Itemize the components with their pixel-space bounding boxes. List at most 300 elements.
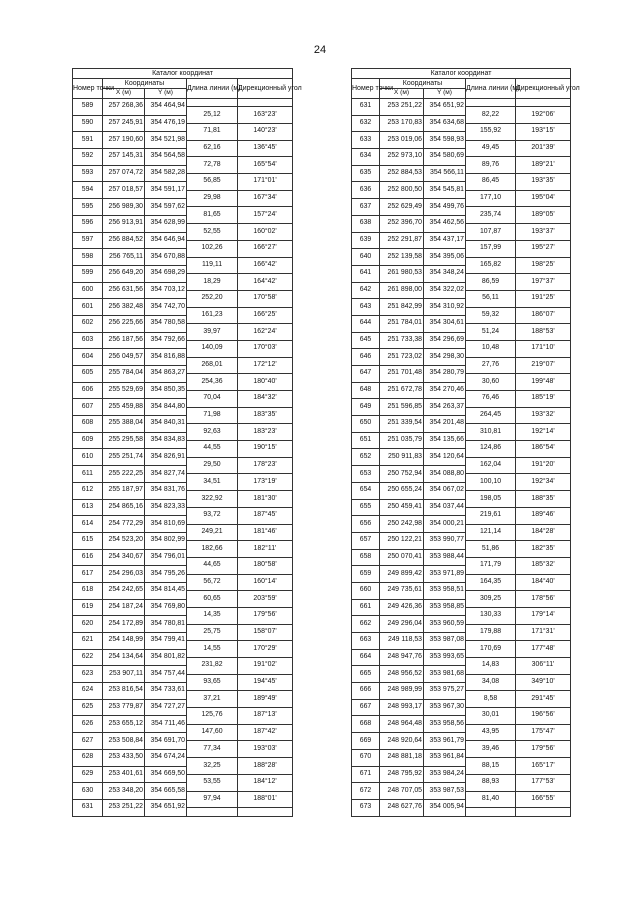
point-number: 652 — [352, 449, 380, 466]
line-length: 219,61 — [466, 507, 516, 524]
point-number: 609 — [73, 432, 103, 449]
x-coordinate: 251 035,79 — [380, 432, 424, 449]
direction-angle: 165°54' — [238, 157, 293, 174]
direction-angle: 183°35' — [238, 407, 293, 424]
point-number-header: Номер точки — [73, 79, 103, 99]
x-coordinate: 253 655,12 — [103, 716, 145, 733]
y-coordinate: 354 691,70 — [145, 733, 187, 750]
line-length: 130,33 — [466, 607, 516, 624]
point-number: 665 — [352, 666, 380, 683]
direction-angle: 162°24' — [238, 324, 293, 341]
direction-angle: 186°07' — [516, 307, 571, 324]
y-coordinate: 353 984,24 — [424, 766, 466, 783]
line-length: 37,21 — [187, 691, 238, 708]
y-coordinate: 353 981,68 — [424, 666, 466, 683]
catalog-half-row — [352, 99, 571, 107]
point-number: 648 — [352, 382, 380, 399]
x-coordinate: 255 388,04 — [103, 416, 145, 433]
x-coordinate: 255 187,97 — [103, 482, 145, 499]
line-length: 93,72 — [187, 507, 238, 524]
y-coordinate: 353 975,27 — [424, 683, 466, 700]
direction-angle: 166°27' — [238, 240, 293, 257]
x-coordinate: 250 070,41 — [380, 549, 424, 566]
point-number: 667 — [352, 699, 380, 716]
direction-angle: 178°56' — [516, 591, 571, 608]
y-coordinate: 353 987,53 — [424, 783, 466, 800]
line-length: 30,01 — [466, 708, 516, 725]
x-coordinate: 254 134,64 — [103, 649, 145, 666]
x-coordinate: 257 018,57 — [103, 182, 145, 199]
x-coordinate: 248 627,76 — [380, 799, 424, 816]
point-number: 612 — [73, 482, 103, 499]
line-length: 34,51 — [187, 474, 238, 491]
direction-angle: 157°24' — [238, 207, 293, 224]
x-coordinate: 261 898,00 — [380, 282, 424, 299]
x-coordinate: 251 672,78 — [380, 382, 424, 399]
line-length: 76,46 — [466, 391, 516, 408]
direction-angle: 178°23' — [238, 457, 293, 474]
y-coordinate: 354 280,79 — [424, 366, 466, 383]
point-number: 632 — [352, 115, 380, 132]
line-length: 18,29 — [187, 274, 238, 291]
point-number: 643 — [352, 299, 380, 316]
point-number: 593 — [73, 165, 103, 182]
y-coordinate: 354 780,81 — [145, 616, 187, 633]
line-length: 177,10 — [466, 190, 516, 207]
y-coordinate: 354 464,94 — [145, 99, 187, 116]
direction-angle: 192°06' — [516, 107, 571, 124]
point-number: 655 — [352, 499, 380, 516]
catalog-title: Каталог координат — [73, 69, 293, 79]
y-coordinate: 354 201,48 — [424, 416, 466, 433]
y-coordinate: 353 960,59 — [424, 616, 466, 633]
point-number: 660 — [352, 582, 380, 599]
point-number: 599 — [73, 265, 103, 282]
y-coordinate: 354 000,21 — [424, 516, 466, 533]
point-number: 663 — [352, 633, 380, 650]
y-coordinate: 354 669,50 — [145, 766, 187, 783]
x-coordinate: 253 816,54 — [103, 683, 145, 700]
point-number: 628 — [73, 749, 103, 766]
line-length: 25,12 — [187, 107, 238, 124]
point-number: 620 — [73, 616, 103, 633]
x-coordinate: 256 884,52 — [103, 232, 145, 249]
point-number: 647 — [352, 366, 380, 383]
point-number-header: Номер точки — [352, 79, 380, 99]
point-number: 605 — [73, 366, 103, 383]
x-coordinate: 256 765,11 — [103, 249, 145, 266]
point-number: 634 — [352, 149, 380, 166]
x-coordinate: 254 242,65 — [103, 582, 145, 599]
line-length: 34,08 — [466, 674, 516, 691]
y-coordinate: 354 827,74 — [145, 466, 187, 483]
direction-angle: 201°39' — [516, 140, 571, 157]
direction-angle: 158°07' — [238, 624, 293, 641]
x-coordinate: 253 779,87 — [103, 699, 145, 716]
direction-angle: 193°37' — [516, 224, 571, 241]
x-coordinate: 253 907,11 — [103, 666, 145, 683]
y-coordinate: 354 005,94 — [424, 799, 466, 816]
line-length: 30,60 — [466, 374, 516, 391]
direction-angle: 188°28' — [238, 758, 293, 775]
x-coordinate: 255 459,88 — [103, 399, 145, 416]
blank-length-cell — [187, 99, 238, 107]
point-number: 644 — [352, 315, 380, 332]
y-coordinate: 354 310,92 — [424, 299, 466, 316]
direction-angle: 166°25' — [238, 307, 293, 324]
y-coordinate: 353 988,44 — [424, 549, 466, 566]
y-coordinate: 354 462,56 — [424, 215, 466, 232]
y-coordinate: 354 665,58 — [145, 783, 187, 800]
point-number: 625 — [73, 699, 103, 716]
point-number: 657 — [352, 532, 380, 549]
line-length: 140,09 — [187, 340, 238, 357]
line-length: 88,93 — [466, 774, 516, 791]
y-coordinate: 354 037,44 — [424, 499, 466, 516]
direction-angle: 291°45' — [516, 691, 571, 708]
direction-angle: 193°03' — [238, 741, 293, 758]
line-length: 49,45 — [466, 140, 516, 157]
x-coordinate: 249 296,04 — [380, 616, 424, 633]
y-coordinate: 353 990,77 — [424, 532, 466, 549]
line-length: 322,92 — [187, 491, 238, 508]
point-number: 651 — [352, 432, 380, 449]
point-number: 600 — [73, 282, 103, 299]
x-coordinate: 253 433,50 — [103, 749, 145, 766]
direction-angle: 182°35' — [516, 541, 571, 558]
line-length: 102,26 — [187, 240, 238, 257]
y-coordinate: 354 733,61 — [145, 683, 187, 700]
x-header: X (м) — [380, 89, 424, 99]
direction-angle: 193°15' — [516, 124, 571, 141]
point-number: 668 — [352, 716, 380, 733]
y-coordinate: 354 816,88 — [145, 349, 187, 366]
direction-angle: 163°23' — [238, 107, 293, 124]
y-coordinate: 354 792,66 — [145, 332, 187, 349]
point-number: 606 — [73, 382, 103, 399]
direction-angle: 188°53' — [516, 324, 571, 341]
point-number: 637 — [352, 199, 380, 216]
line-length: 147,60 — [187, 724, 238, 741]
point-number: 616 — [73, 549, 103, 566]
catalog-half-row — [73, 99, 293, 107]
y-coordinate: 353 961,84 — [424, 749, 466, 766]
line-length: 29,50 — [187, 457, 238, 474]
x-coordinate: 248 881,18 — [380, 749, 424, 766]
point-number: 658 — [352, 549, 380, 566]
direction-angle: 181°30' — [238, 491, 293, 508]
point-number: 631 — [73, 799, 103, 816]
y-coordinate: 354 780,58 — [145, 315, 187, 332]
y-coordinate: 354 304,61 — [424, 315, 466, 332]
y-coordinate: 354 651,92 — [424, 99, 466, 116]
direction-angle: 165°17' — [516, 758, 571, 775]
direction-angle: 166°42' — [238, 257, 293, 274]
y-coordinate: 354 840,31 — [145, 416, 187, 433]
line-length: 97,94 — [187, 791, 238, 808]
direction-angle: 186°54' — [516, 441, 571, 458]
y-coordinate: 354 801,82 — [145, 649, 187, 666]
point-number: 624 — [73, 683, 103, 700]
y-coordinate: 354 795,26 — [145, 566, 187, 583]
direction-angle: 164°42' — [238, 274, 293, 291]
blank-length-cell — [187, 808, 238, 816]
line-length: 62,16 — [187, 140, 238, 157]
x-coordinate: 249 735,61 — [380, 582, 424, 599]
point-number: 626 — [73, 716, 103, 733]
point-number: 610 — [73, 449, 103, 466]
line-length: 39,46 — [466, 741, 516, 758]
page-number: 24 — [313, 44, 327, 56]
point-number: 664 — [352, 649, 380, 666]
line-length: 124,86 — [466, 441, 516, 458]
y-coordinate: 354 545,81 — [424, 182, 466, 199]
direction-angle: 184°28' — [516, 524, 571, 541]
y-coordinate: 354 826,91 — [145, 449, 187, 466]
x-header: X (м) — [103, 89, 145, 99]
line-length: 86,59 — [466, 274, 516, 291]
x-coordinate: 254 148,99 — [103, 633, 145, 650]
x-coordinate: 250 655,24 — [380, 482, 424, 499]
point-number: 642 — [352, 282, 380, 299]
direction-angle: 179°14' — [516, 607, 571, 624]
direction-angle: 191°25' — [516, 290, 571, 307]
x-coordinate: 253 401,61 — [103, 766, 145, 783]
point-number: 591 — [73, 132, 103, 149]
y-coordinate: 354 437,17 — [424, 232, 466, 249]
point-number: 653 — [352, 466, 380, 483]
y-coordinate: 354 476,19 — [145, 115, 187, 132]
point-number: 627 — [73, 733, 103, 750]
y-coordinate: 354 670,88 — [145, 249, 187, 266]
point-number: 630 — [73, 783, 103, 800]
x-coordinate: 251 733,38 — [380, 332, 424, 349]
line-length: 77,34 — [187, 741, 238, 758]
line-length: 72,78 — [187, 157, 238, 174]
y-coordinate: 354 799,41 — [145, 633, 187, 650]
point-number: 645 — [352, 332, 380, 349]
direction-angle: 172°12' — [238, 357, 293, 374]
x-coordinate: 256 913,91 — [103, 215, 145, 232]
y-coordinate: 353 961,79 — [424, 733, 466, 750]
y-coordinate: 354 727,27 — [145, 699, 187, 716]
line-length: 39,97 — [187, 324, 238, 341]
y-coordinate: 353 958,56 — [424, 716, 466, 733]
y-coordinate: 354 582,28 — [145, 165, 187, 182]
x-coordinate: 250 911,83 — [380, 449, 424, 466]
line-length: 44,55 — [187, 441, 238, 458]
direction-angle-header: Дирекционный угол — [238, 79, 293, 99]
point-number: 662 — [352, 616, 380, 633]
point-number: 635 — [352, 165, 380, 182]
direction-angle: 189°21' — [516, 157, 571, 174]
x-coordinate: 249 899,42 — [380, 566, 424, 583]
line-length: 119,11 — [187, 257, 238, 274]
direction-angle: 198°25' — [516, 257, 571, 274]
point-number: 640 — [352, 249, 380, 266]
direction-angle: 160°14' — [238, 574, 293, 591]
direction-angle: 166°55' — [516, 791, 571, 808]
direction-angle: 179°56' — [516, 741, 571, 758]
line-length: 92,63 — [187, 424, 238, 441]
point-number: 631 — [352, 99, 380, 116]
y-coordinate: 354 711,46 — [145, 716, 187, 733]
x-coordinate: 252 139,58 — [380, 249, 424, 266]
x-coordinate: 251 842,99 — [380, 299, 424, 316]
x-coordinate: 251 784,01 — [380, 315, 424, 332]
x-coordinate: 253 508,84 — [103, 733, 145, 750]
point-number: 649 — [352, 399, 380, 416]
direction-angle: 181°46' — [238, 524, 293, 541]
y-header: Y (м) — [424, 89, 466, 99]
y-coordinate: 354 796,01 — [145, 549, 187, 566]
point-number: 611 — [73, 466, 103, 483]
direction-angle: 184°32' — [238, 391, 293, 408]
line-length: 198,05 — [466, 491, 516, 508]
x-coordinate: 261 980,53 — [380, 265, 424, 282]
y-coordinate: 354 834,83 — [145, 432, 187, 449]
line-length: 27,76 — [466, 357, 516, 374]
direction-angle: 182°11' — [238, 541, 293, 558]
point-number: 633 — [352, 132, 380, 149]
x-coordinate: 257 145,31 — [103, 149, 145, 166]
line-length: 161,23 — [187, 307, 238, 324]
y-coordinate: 354 067,02 — [424, 482, 466, 499]
x-coordinate: 250 459,41 — [380, 499, 424, 516]
y-coordinate: 353 967,30 — [424, 699, 466, 716]
point-number: 629 — [73, 766, 103, 783]
direction-angle: 190°15' — [238, 441, 293, 458]
line-length: 56,11 — [466, 290, 516, 307]
y-coordinate: 354 566,11 — [424, 165, 466, 182]
point-number: 646 — [352, 349, 380, 366]
y-coordinate: 354 298,30 — [424, 349, 466, 366]
direction-angle: 349°10' — [516, 674, 571, 691]
point-number: 598 — [73, 249, 103, 266]
line-length: 51,86 — [466, 541, 516, 558]
x-coordinate: 248 795,92 — [380, 766, 424, 783]
x-coordinate: 248 947,76 — [380, 649, 424, 666]
line-length: 14,55 — [187, 641, 238, 658]
point-number: 602 — [73, 315, 103, 332]
line-length: 100,10 — [466, 474, 516, 491]
y-coordinate: 354 598,93 — [424, 132, 466, 149]
x-coordinate: 254 187,24 — [103, 599, 145, 616]
point-number: 619 — [73, 599, 103, 616]
point-number: 659 — [352, 566, 380, 583]
direction-angle: 170°58' — [238, 290, 293, 307]
line-length: 14,35 — [187, 607, 238, 624]
x-coordinate: 256 187,56 — [103, 332, 145, 349]
x-coordinate: 255 251,74 — [103, 449, 145, 466]
x-coordinate: 250 122,21 — [380, 532, 424, 549]
point-number: 622 — [73, 649, 103, 666]
x-coordinate: 256 382,48 — [103, 299, 145, 316]
line-length: 125,76 — [187, 708, 238, 725]
line-length-header: Длина линии (м) — [187, 79, 238, 99]
point-number: 615 — [73, 532, 103, 549]
y-coordinate: 354 769,80 — [145, 599, 187, 616]
direction-angle: 184°12' — [238, 774, 293, 791]
direction-angle: 180°40' — [238, 374, 293, 391]
point-number: 670 — [352, 749, 380, 766]
y-coordinate: 354 521,98 — [145, 132, 187, 149]
x-coordinate: 254 523,20 — [103, 532, 145, 549]
direction-angle: 187°13' — [238, 708, 293, 725]
x-coordinate: 253 251,22 — [103, 799, 145, 816]
direction-angle: 191°02' — [238, 658, 293, 675]
line-length: 89,76 — [466, 157, 516, 174]
x-coordinate: 256 225,66 — [103, 315, 145, 332]
y-coordinate: 354 757,44 — [145, 666, 187, 683]
direction-angle: 196°56' — [516, 708, 571, 725]
x-coordinate: 254 772,29 — [103, 516, 145, 533]
x-coordinate: 251 596,85 — [380, 399, 424, 416]
direction-angle: 187°42' — [238, 724, 293, 741]
direction-angle: 306°11' — [516, 658, 571, 675]
direction-angle: 177°53' — [516, 774, 571, 791]
direction-angle: 193°35' — [516, 174, 571, 191]
x-coordinate: 252 800,50 — [380, 182, 424, 199]
point-number: 673 — [352, 799, 380, 816]
line-length: 10,48 — [466, 340, 516, 357]
blank-angle-cell — [516, 99, 571, 107]
y-coordinate: 354 395,06 — [424, 249, 466, 266]
line-length: 310,81 — [466, 424, 516, 441]
point-number: 661 — [352, 599, 380, 616]
direction-angle: 180°58' — [238, 557, 293, 574]
direction-angle-header: Дирекционный угол — [516, 79, 571, 99]
x-coordinate: 252 973,10 — [380, 149, 424, 166]
x-coordinate: 254 340,67 — [103, 549, 145, 566]
line-length: 252,20 — [187, 290, 238, 307]
direction-angle: 185°19' — [516, 391, 571, 408]
y-coordinate: 354 703,12 — [145, 282, 187, 299]
direction-angle: 140°23' — [238, 124, 293, 141]
line-length: 8,58 — [466, 691, 516, 708]
x-coordinate: 252 291,87 — [380, 232, 424, 249]
coordinate-catalog-left — [72, 68, 302, 817]
line-length: 70,04 — [187, 391, 238, 408]
line-length: 309,25 — [466, 591, 516, 608]
line-length: 43,95 — [466, 724, 516, 741]
x-coordinate: 254 172,89 — [103, 616, 145, 633]
line-length: 60,65 — [187, 591, 238, 608]
direction-angle: 191°20' — [516, 457, 571, 474]
y-coordinate: 354 270,46 — [424, 382, 466, 399]
x-coordinate: 255 222,25 — [103, 466, 145, 483]
line-length: 264,45 — [466, 407, 516, 424]
direction-angle: 183°23' — [238, 424, 293, 441]
direction-angle: 195°27' — [516, 240, 571, 257]
direction-angle: 170°29' — [238, 641, 293, 658]
y-coordinate: 354 591,17 — [145, 182, 187, 199]
direction-angle: 193°32' — [516, 407, 571, 424]
y-coordinate: 354 296,69 — [424, 332, 466, 349]
line-length: 56,85 — [187, 174, 238, 191]
line-length: 88,15 — [466, 758, 516, 775]
direction-angle: 188°35' — [516, 491, 571, 508]
x-coordinate: 249 426,36 — [380, 599, 424, 616]
line-length: 59,32 — [466, 307, 516, 324]
line-length: 71,81 — [187, 124, 238, 141]
direction-angle: 197°37' — [516, 274, 571, 291]
y-coordinate: 353 958,85 — [424, 599, 466, 616]
point-number: 650 — [352, 416, 380, 433]
y-coordinate: 354 651,92 — [145, 799, 187, 816]
y-coordinate: 354 802,99 — [145, 532, 187, 549]
line-length: 51,24 — [466, 324, 516, 341]
